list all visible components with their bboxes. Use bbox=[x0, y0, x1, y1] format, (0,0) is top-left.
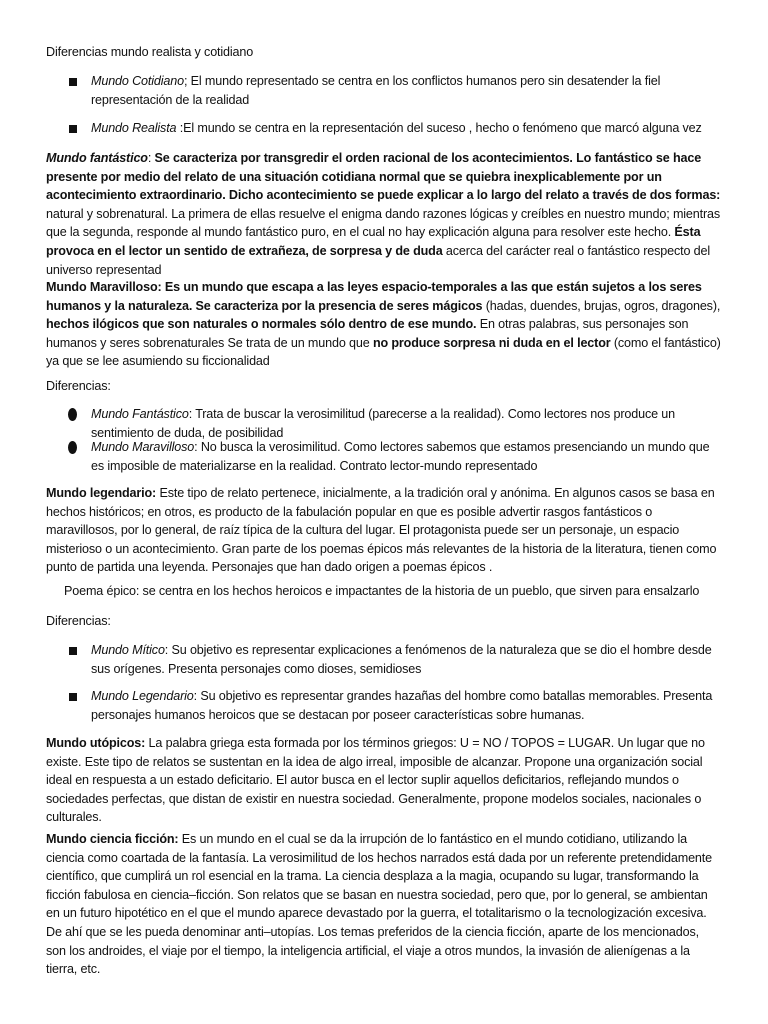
square-bullet-icon bbox=[69, 647, 77, 655]
text-fantastico-n2: acerca del carácter real o fantástico respecto del universo representad bbox=[46, 243, 711, 277]
paragraph-maravilloso bbox=[46, 278, 722, 371]
text-maravilloso-n2: En otras palabras, sus personajes son humanos y seres sobrenaturales Se trata de un mundo que bbox=[46, 317, 689, 350]
paragraph-legendario bbox=[46, 484, 722, 577]
square-bullet-icon bbox=[69, 693, 77, 701]
list-item-fantastico bbox=[91, 405, 725, 442]
round-bullet-icon bbox=[68, 408, 77, 421]
list-item-realista bbox=[91, 119, 725, 138]
term-realista: Mundo Realista bbox=[91, 121, 180, 135]
text-realista: :El mundo se centra en la representación del suceso , hecho o fenómeno que marcó alguna vez bbox=[179, 121, 702, 135]
list-item-mitico bbox=[91, 641, 725, 678]
term-maravilloso-2: Mundo Maravilloso bbox=[91, 440, 195, 454]
list-item-cotidiano bbox=[91, 72, 725, 109]
term-mitico: Mundo Mítico bbox=[91, 643, 165, 657]
text-maravilloso-n3: (como el fantástico) ya que se lee asumiendo su ficcionalidad bbox=[46, 335, 721, 369]
text-maravilloso-n1: (hadas, duendes, brujas, ogros, dragones), bbox=[482, 298, 721, 313]
text-fantastico-sep: : bbox=[147, 151, 155, 165]
term-utopicos: Mundo utópicos: bbox=[46, 736, 146, 750]
heading-diferencias-2: Diferencias: bbox=[46, 379, 111, 393]
term-ciencia-ficcion: Mundo ciencia ficción: bbox=[46, 832, 179, 846]
square-bullet-icon bbox=[69, 125, 77, 133]
term-fantastico: Mundo fantástico bbox=[46, 151, 148, 165]
text-fantastico-n1: natural y sobrenatural. La primera de ellas resuelve el enigma dando razones lógicas y creíbles en nuestro mundo; mientras que la segunda, responde al mundo fantástico puro, en el cual no hay explicación alguna para resolver este hecho. bbox=[46, 206, 721, 240]
list-item-legendario bbox=[91, 687, 725, 724]
text-maravilloso-b2: hechos ilógicos que son naturales o normales sólo dentro de ese mundo. bbox=[46, 317, 477, 332]
term-maravilloso: Mundo Maravilloso: bbox=[46, 280, 162, 294]
text-utopicos: La palabra griega esta formada por los términos griegos: U = NO / TOPOS = LUGAR. Un lugar que no existe. Este tipo de relatos se sustentan en la idea de algo irreal, imposible de alcanzar. Propone una organización social ideal en respuesta a un estado deficitario. El autor busca en el lector suplir aquellos deficitarios, reflejando mundos o sociedades perfectas, que distan de existir en nuestra sociedad. Generalmente, propone modelos sociales, nacionales o culturales. bbox=[46, 736, 705, 825]
term-legendario-2: Mundo Legendario bbox=[91, 689, 194, 703]
term-fantastico-2: Mundo Fantástico bbox=[91, 407, 189, 421]
text-cotidiano: ; El mundo representado se centra en los conflictos humanos pero sin desatender la fiel representación de la realidad bbox=[91, 74, 661, 107]
text-fantastico-b1: Se caracteriza por transgredir el orden racional de los acontecimientos. Lo fantástico se hace presente por medio del relato de una situación cotidiana normal que se quiebra inexplicablemente por un acontecimiento extraordinario. Dicho acontecimiento se puede explicar a lo largo del relato a través de dos formas: bbox=[46, 151, 721, 203]
text-fantastico-b2: Ésta provoca en el lector un sentido de extrañeza, de sorpresa y de duda bbox=[46, 225, 701, 258]
heading-diferencias-realista: Diferencias mundo realista y cotidiano bbox=[46, 45, 254, 59]
text-mitico: : Su objetivo es representar explicaciones a fenómenos de la naturaleza que se dio el hombre desde sus orígenes. Presenta personajes como dioses, semidioses bbox=[91, 643, 712, 676]
heading-diferencias-3: Diferencias: bbox=[46, 614, 111, 628]
round-bullet-icon bbox=[68, 441, 77, 454]
term-cotidiano: Mundo Cotidiano bbox=[91, 74, 184, 88]
text-fantastico-2: : Trata de buscar la verosimilitud (parecerse a la realidad). Como lectores nos produce un sentimiento de duda, de posibilidad bbox=[91, 407, 676, 440]
text-maravilloso-b3: no produce sorpresa ni duda en el lector bbox=[372, 335, 611, 350]
square-bullet-icon bbox=[69, 78, 77, 86]
list-item-maravilloso bbox=[91, 438, 725, 475]
term-legendario: Mundo legendario: bbox=[46, 486, 157, 500]
text-legendario-2: : Su objetivo es representar grandes hazañas del hombre como batallas memorables. Presenta personajes humanos heroicos que se destacan por poseer características sobre humanas. bbox=[91, 689, 713, 722]
paragraph-poema-epico: Poema épico: se centra en los hechos heroicos e impactantes de la historia de un pueblo, que sirven para ensalzarlo bbox=[64, 584, 700, 598]
text-maravilloso-2: : No busca la verosimilitud. Como lectores sabemos que estamos presenciando un mundo que es imposible de materializarse en la realidad. Contrato lector-mundo representado bbox=[91, 440, 710, 473]
paragraph-utopicos bbox=[46, 734, 722, 827]
text-legendario: Este tipo de relato pertenece, inicialmente, a la tradición oral y anónima. En algunos casos se basa en hechos históricos; en otros, es producto de la fabulación popular en que es posible advertir rasgos fantásticos o maravillosos, por lo general, de raíz típica de la cultura del lugar. El protagonista puede ser un personaje, un espacio misterioso o un acontecimiento. Gran parte de los poemas épicos más relevantes de la historia de la literatura, tienen como punto de partida una leyenda. Personajes que han dado origen a poemas épicos . bbox=[46, 486, 717, 575]
text-ciencia-ficcion: Es un mundo en el cual se da la irrupción de lo fantástico en el mundo cotidiano, utilizando la ciencia como coartada de la fantasía. La verosimilitud de los hechos narrados está dada por un referente pretendidamente científico, que cumplirá un rol esencial en la trama. La ciencia desplaza a la magia, ocupando su lugar, transformando la ficción fabulosa en ciencia–ficción. Son relatos que se basan en nuestra sociedad, pero que, por lo general, se ambientan en un futuro hipotético en el que el mundo aparece devastado por la guerra, el totalitarismo o la tecnologización excesiva. De ahí que se les pueda denominar anti–utopías. Los temas preferidos de la ciencia ficción, aparte de los mencionados, son los androides, el viaje por el tiempo, la inteligencia artificial, el viaje a otros mundos, la invasión de alienígenas a la tierra, etc. bbox=[46, 832, 712, 977]
paragraph-fantastico bbox=[46, 149, 722, 279]
text-maravilloso-b1: Es un mundo que escapa a las leyes espacio-temporales a las que están sujetos a los seres humanos y la naturaleza. Se caracteriza por la presencia de seres mágicos bbox=[46, 280, 702, 313]
paragraph-ciencia-ficcion bbox=[46, 830, 722, 979]
